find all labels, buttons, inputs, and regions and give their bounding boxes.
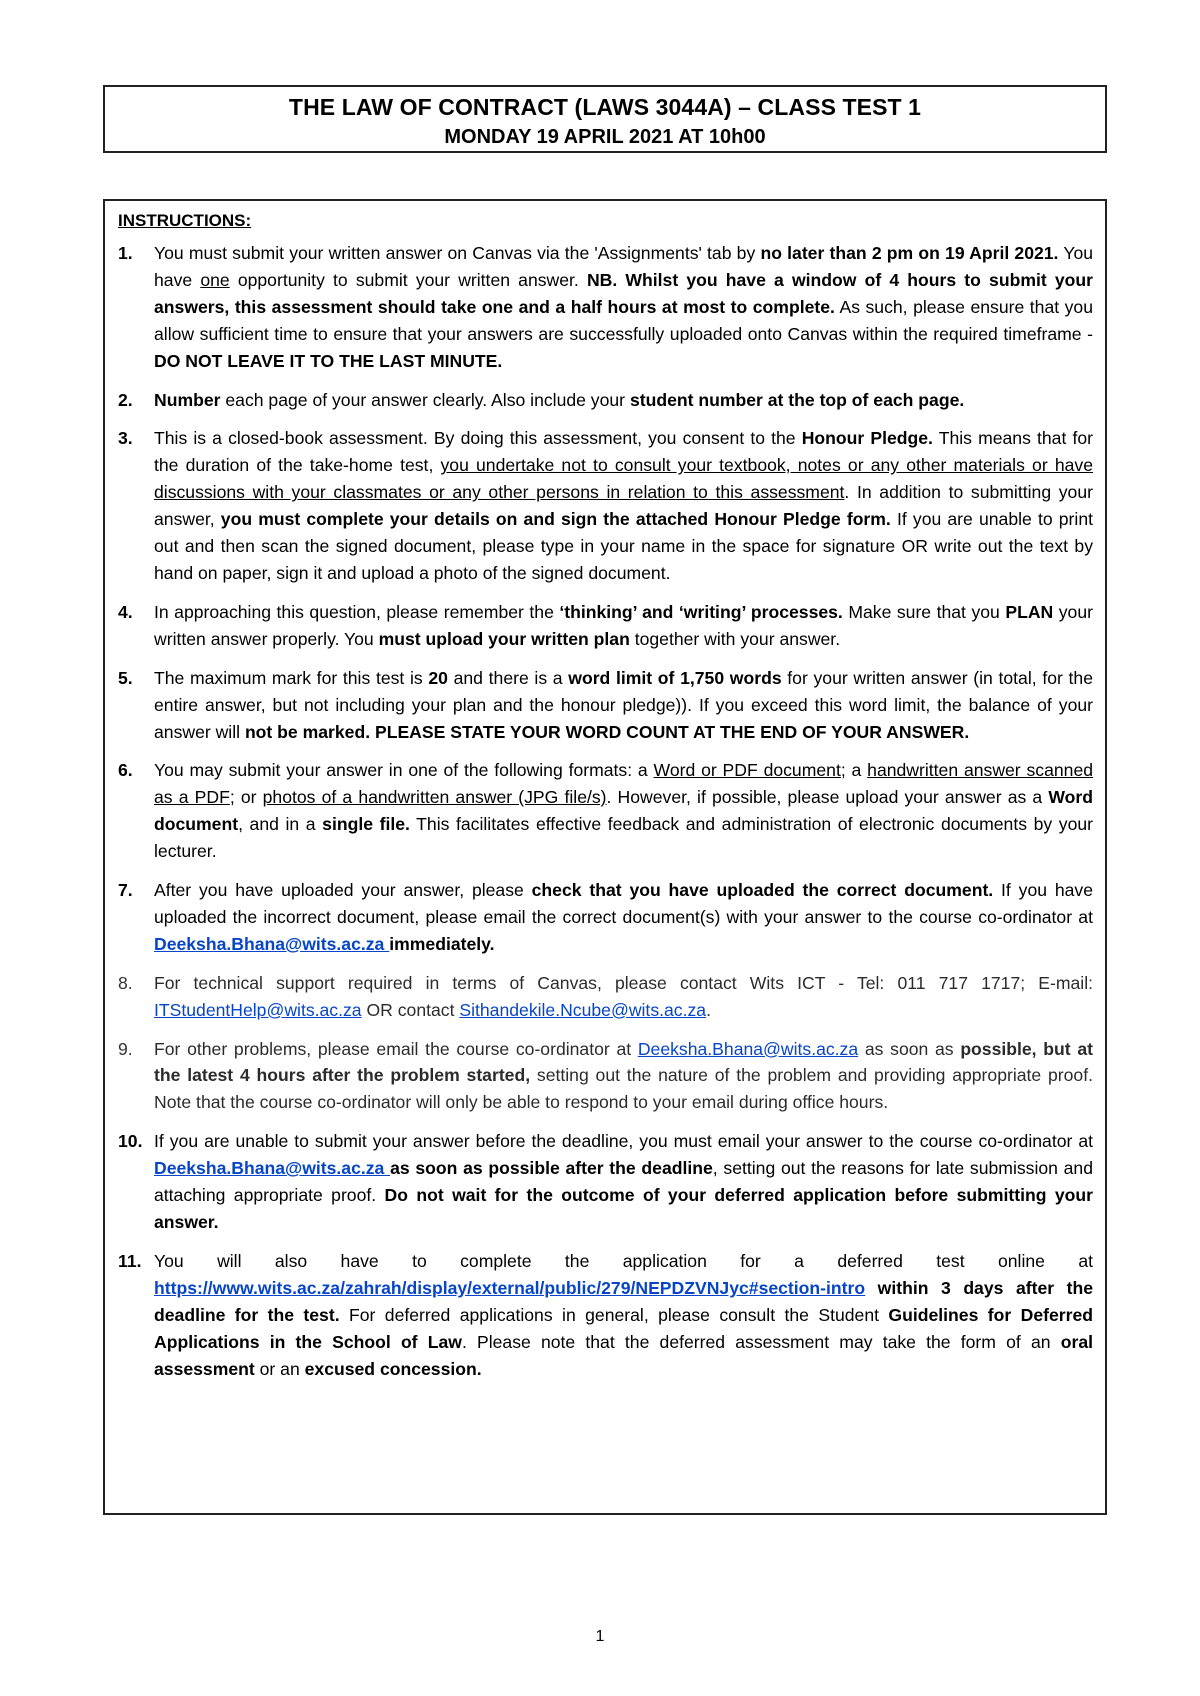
instruction-item [118, 970, 1093, 1024]
bold-text: Number [154, 389, 221, 410]
instruction-item [118, 425, 1093, 586]
bold-text: no later than 2 pm on 19 April 2021. [760, 243, 1059, 263]
instruction-text: In approaching this question, please remember the [154, 601, 560, 622]
instruction-text: as soon as [858, 1038, 961, 1059]
bold-text: DO NOT LEAVE IT TO THE LAST MINUTE. [154, 350, 503, 371]
underlined-text: you undertake not to consult your textbook, notes or any other materials or have discussions with your classmates or any other persons in relation to this assessment [154, 455, 1093, 503]
instructions-list [118, 240, 1093, 1382]
instruction-text: ; a [840, 760, 868, 781]
underlined-text: photos of a handwritten answer (JPG file/s) [262, 787, 607, 808]
instruction-text: and there is a [447, 667, 569, 688]
instruction-text: , and in a [238, 814, 323, 835]
email-link[interactable]: ITStudentHelp@wits.ac.za [154, 999, 362, 1020]
bold-text: ‘thinking’ and ‘writing’ processes. [559, 601, 843, 622]
instruction-item [118, 1128, 1093, 1236]
instructions-box [103, 199, 1107, 1515]
instruction-text: opportunity to submit your written answer. [229, 269, 587, 290]
instruction-text: For other problems, please email the course co-ordinator at [154, 1038, 638, 1059]
instruction-text: Make sure that you [842, 601, 1006, 622]
instruction-item [118, 387, 1093, 414]
test-date: MONDAY 19 APRIL 2021 AT 10h00 [444, 126, 766, 148]
instruction-number: 3. [118, 428, 133, 449]
instruction-number: 10. [118, 1131, 143, 1152]
underlined-text: handwritten answer scanned as a PDF [154, 760, 1094, 808]
underlined-text: Word or PDF document [653, 760, 841, 781]
instruction-text: . However, if possible, please upload your answer as a [606, 787, 1049, 808]
instruction-text: You may submit your answer in one of the following formats: a [154, 760, 654, 781]
email-link[interactable]: Deeksha.Bhana@wits.ac.za [154, 1158, 391, 1179]
instruction-item [118, 1036, 1093, 1117]
bold-text: Word document [154, 787, 1093, 835]
instruction-text: OR contact [361, 999, 460, 1020]
instruction-item [118, 877, 1093, 958]
instruction-text: You will also have to complete the application for a deferred test online at [154, 1250, 1093, 1271]
instruction-text: This facilitates effective feedback and administration of electronic documents by your lecturer. [154, 814, 1093, 862]
instruction-text: . [706, 999, 711, 1020]
bold-text: Honour Pledge. [801, 428, 933, 449]
page-number: 1 [595, 1628, 605, 1645]
instruction-text: The maximum mark for this test is [154, 667, 429, 688]
bold-text: NB. Whilst you have a window of 4 hours to submit your answers, this assessment should take one and a half hours at most to complete. [154, 269, 1094, 317]
bold-text: word limit of 1,750 words [568, 667, 782, 688]
bold-text: immediately. [389, 933, 495, 954]
email-link[interactable]: Sithandekile.Ncube@wits.ac.za [459, 999, 707, 1020]
instruction-number: 9. [118, 1038, 133, 1059]
title-box [103, 85, 1107, 153]
email-link[interactable]: Deeksha.Bhana@wits.ac.za [637, 1038, 859, 1059]
instruction-text: . In addition to submitting your answer, [154, 482, 1093, 530]
instruction-number: 8. [118, 972, 133, 993]
instruction-text: , setting out the reasons for late submission and attaching appropriate proof. [154, 1158, 1094, 1206]
bold-text: Do not wait for the outcome of your deferred application before submitting your answer. [154, 1185, 1093, 1232]
bold-text: 20 [428, 667, 448, 688]
email-link[interactable]: Deeksha.Bhana@wits.ac.za [154, 933, 390, 954]
instruction-text: If you are unable to submit your answer before the deadline, you must email your answer to the course co-ordinator at [154, 1131, 1093, 1152]
bold-text: single file. [322, 814, 410, 835]
instruction-text: each page of your answer clearly. Also include your [220, 389, 630, 410]
instruction-text: For deferred applications in general, please consult the Student [339, 1304, 889, 1325]
instruction-item [118, 240, 1093, 375]
bold-text: possible, but at the latest 4 hours after the problem started, [154, 1038, 1093, 1086]
instruction-text: together with your answer. [629, 628, 841, 649]
instruction-text: This means that for the duration of the take-home test, [154, 428, 1093, 476]
bold-text: student number at the top of each page. [629, 389, 965, 410]
instruction-number: 4. [118, 601, 133, 622]
instruction-item [118, 1248, 1093, 1383]
instruction-text: For technical support required in terms of Canvas, please contact Wits ICT - Tel: 011 717 1717; E-mail: [154, 972, 1093, 993]
bold-text: as soon as possible after the deadline [390, 1158, 713, 1179]
instruction-number: 1. [118, 243, 133, 263]
underlined-text: one [200, 269, 230, 290]
instruction-number: 5. [118, 667, 133, 688]
bold-text: Guidelines for Deferred Applications in the School of Law [154, 1304, 1093, 1352]
instruction-text: You must submit your written answer on Canvas via the 'Assignments' tab by [154, 243, 761, 263]
instruction-item [118, 665, 1093, 746]
instruction-text [865, 1278, 878, 1298]
instruction-text: setting out the nature of the problem and providing appropriate proof. Note that the course co-ordinator will only be able to respond to your email during office hours. [154, 1065, 1093, 1113]
instructions-heading: INSTRUCTIONS: [118, 211, 252, 230]
instruction-text: your written answer properly. You [154, 601, 1093, 649]
instruction-text: If you have uploaded the incorrect document, please email the correct document(s) with your answer to the course co-ordinator at [154, 880, 1094, 927]
instruction-text: After you have uploaded your answer, please [154, 880, 532, 901]
bold-text: within 3 days after the deadline for the test. [154, 1277, 1093, 1325]
instruction-text: You have [154, 243, 1094, 290]
deferred-application-link[interactable]: https://www.wits.ac.za/zahrah/display/external/public/279/NEPDZVNJyc#section-intro [154, 1277, 866, 1298]
bold-text: excused concession. [304, 1358, 482, 1379]
instruction-item [118, 757, 1093, 865]
instruction-text: . Please note that the deferred assessment may take the form of an [461, 1331, 1061, 1352]
instruction-item [118, 599, 1093, 653]
bold-text: you must complete your details on and sign the attached Honour Pledge form. [220, 509, 891, 530]
instruction-number: 6. [118, 760, 133, 781]
instruction-text: ; or [229, 787, 263, 808]
instruction-text: or an [254, 1358, 305, 1379]
instruction-text: If you are unable to print out and then scan the signed document, please type in your name in the space for signature OR write out the text by hand on paper, sign it and upload a photo of the signed document. [154, 509, 1093, 583]
bold-text: oral assessment [154, 1331, 1093, 1379]
instruction-number: 11. [118, 1250, 142, 1271]
instruction-text: for your written answer (in total, for the entire answer, but not including your plan and the honour pledge)). If you exceed this word limit, the balance of your answer will [154, 667, 1093, 742]
instruction-text: As such, please ensure that you allow sufficient time to ensure that your answers are successfully uploaded onto Canvas within the required timeframe - [154, 296, 1094, 344]
instruction-text: This is a closed-book assessment. By doing this assessment, you consent to the [154, 428, 802, 449]
bold-text: check that you have uploaded the correct document. [531, 880, 994, 901]
instruction-number: 2. [118, 389, 133, 410]
bold-text: PLAN [1005, 601, 1054, 622]
bold-text: not be marked. PLEASE STATE YOUR WORD COUNT AT THE END OF YOUR ANSWER. [244, 721, 970, 742]
document-title: THE LAW OF CONTRACT (LAWS 3044A) – CLASS TEST 1 [288, 94, 922, 120]
instruction-number: 7. [118, 880, 133, 901]
bold-text: must upload your written plan [378, 628, 630, 649]
